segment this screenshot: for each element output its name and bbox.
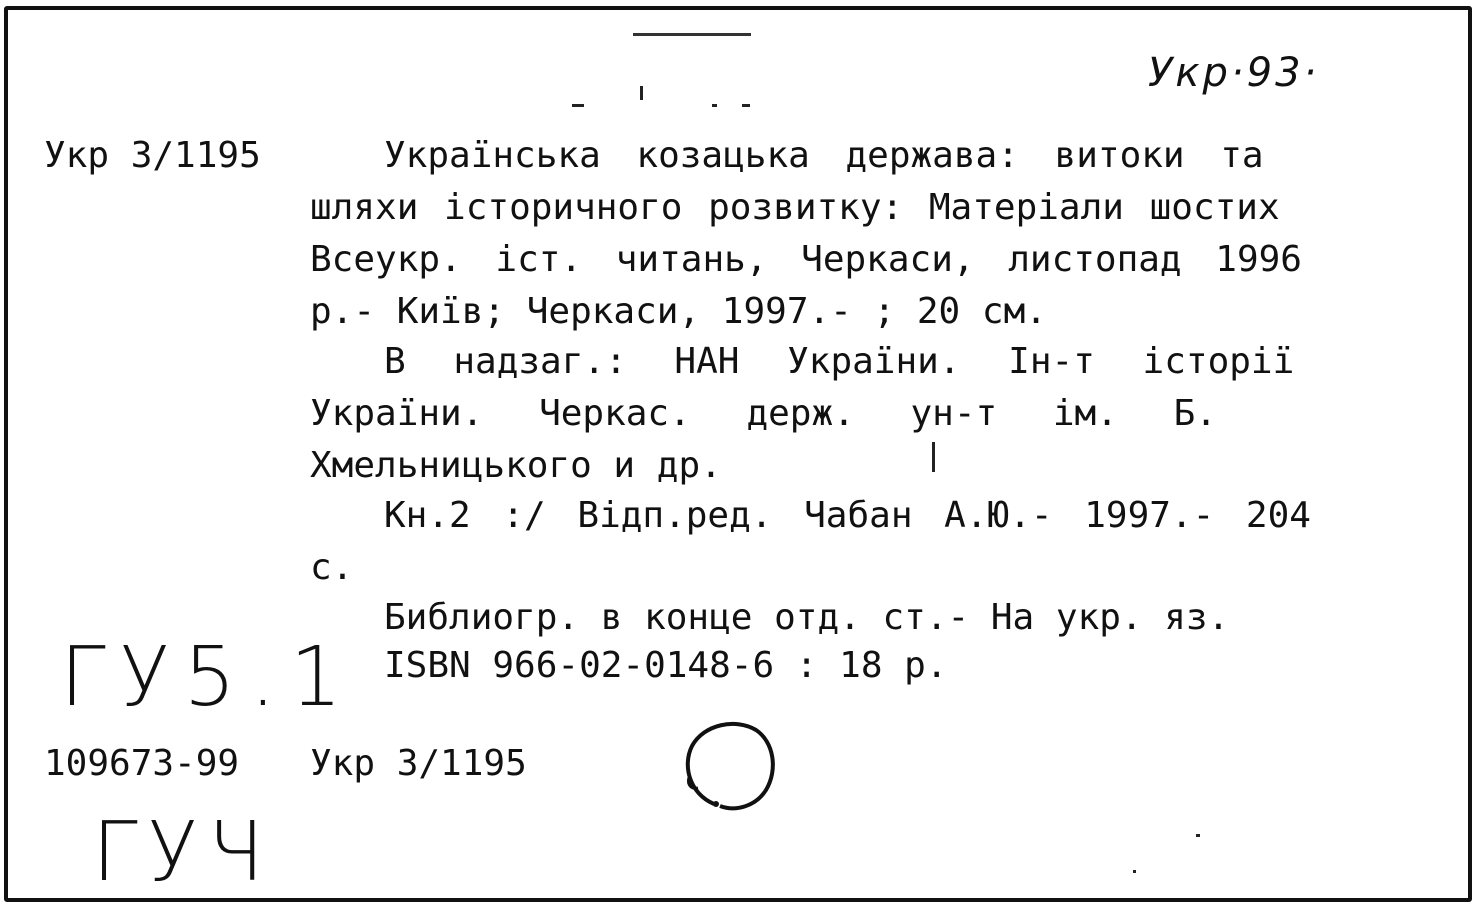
speck bbox=[640, 86, 643, 100]
bottom-shelfmark: Укр 3/1195 bbox=[310, 743, 527, 784]
speck bbox=[572, 104, 584, 107]
bibliography-note: Библиогр. в конце отд. ст.- На укр. яз. bbox=[384, 597, 1230, 638]
note-line-3: Хмельницького и др. bbox=[310, 445, 722, 486]
handwritten-top-note: Укр·93· bbox=[1148, 50, 1320, 96]
volume-line-1: Кн.2 :/ Відп.ред. Чабан А.Ю.- 1997.- 204 bbox=[384, 495, 1311, 536]
title-line-1: Українська козацька держава: витоки та bbox=[384, 135, 1264, 176]
speck bbox=[932, 442, 935, 472]
circle-stamp-icon bbox=[676, 712, 786, 822]
speck bbox=[712, 104, 717, 107]
handwritten-middle-note: ГУ5.1 bbox=[60, 630, 357, 725]
speck bbox=[1133, 870, 1136, 873]
speck bbox=[742, 104, 750, 107]
handwritten-bottom-note: ГУЧ bbox=[92, 805, 274, 900]
shelfmark: Укр 3/1195 bbox=[44, 135, 261, 176]
note-line-2: України. Черкас. держ. ун-т ім. Б. bbox=[310, 393, 1217, 434]
inventory-number: 109673-99 bbox=[44, 743, 240, 784]
isbn-line: ISBN 966-02-0148-6 : 18 р. bbox=[384, 645, 948, 686]
note-line-1: В надзаг.: НАН України. Ін-т історії bbox=[384, 341, 1295, 382]
top-rule bbox=[633, 33, 751, 36]
title-line-4: р.- Київ; Черкаси, 1997.- ; 20 см. bbox=[310, 291, 1047, 332]
title-line-3: Всеукр. іст. читань, Черкаси, листопад 1996 bbox=[310, 239, 1302, 280]
title-line-2: шляхи історичного розвитку: Матеріали шостих bbox=[310, 187, 1280, 228]
volume-line-2: с. bbox=[310, 547, 354, 588]
speck bbox=[1196, 834, 1200, 837]
